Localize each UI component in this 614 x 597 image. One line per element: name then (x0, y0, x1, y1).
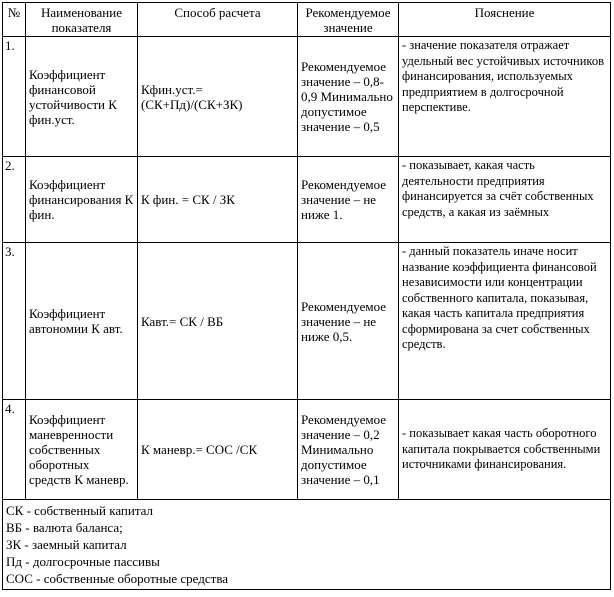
header-explanation: Пояснение (399, 3, 611, 37)
indicator-name: Коэффициент финансирования К фин. (26, 157, 138, 243)
row-num: 4. (3, 400, 26, 500)
header-num: № (3, 3, 26, 37)
table-row (3, 400, 611, 500)
explanation: - значение показателя отражает удельный вес устойчивых источников финансирования, используемых предприятием в долгосрочной перспективе. (399, 37, 611, 157)
calc-formula: Кфин.уст.=(СК+Пд)/(СК+ЗК) (138, 37, 298, 157)
indicator-name: Коэффициент маневренности собственных оборотных средств К маневр. (26, 400, 138, 500)
header-name: Наименование показателя (26, 3, 138, 37)
indicators-table (2, 2, 611, 590)
legend-item: ЗК - заемный капитал (6, 537, 127, 552)
legend-item: СОС - собственные оборотные средства (6, 571, 229, 586)
legend-item: Пд - долгосрочные пассивы (6, 554, 160, 569)
explanation: - показывает какая часть оборотного капитала покрывается собственными источниками финансирования. (399, 400, 611, 500)
calc-formula: К маневр.= СОС /СК (138, 400, 298, 500)
explanation: - данный показатель иначе носит название коэффициента финансовой независимости или концентрации собственного капитала, показывая, какая часть капитала предприятия сформирована за счет собственных средств. (399, 243, 611, 400)
row-num: 2. (3, 157, 26, 243)
row-num: 3. (3, 243, 26, 400)
recommended-value: Рекомендуемое значение – 0,8-0,9 Минимально допустимое значение – 0,5 (298, 37, 399, 157)
legend-item: СК - собственный капитал (6, 503, 154, 518)
calc-formula: Кавт.= СК / ВБ (138, 243, 298, 400)
legend (3, 500, 611, 590)
table-row (3, 37, 611, 157)
header-calc: Способ расчета (138, 3, 298, 37)
row-num: 1. (3, 37, 26, 157)
explanation: - показывает, какая часть деятельности предприятия финансируется за счёт собственных средств, а какая из заёмных (399, 157, 611, 243)
recommended-value: Рекомендуемое значение – 0,2 Минимально допустимое значение – 0,1 (298, 400, 399, 500)
legend-row (3, 500, 611, 590)
indicator-name: Коэффициент финансовой устойчивости К фин.уст. (26, 37, 138, 157)
header-recommended: Рекомендуемое значение (298, 3, 399, 37)
table-header-row (3, 3, 611, 37)
indicator-name: Коэффициент автономии К авт. (26, 243, 138, 400)
recommended-value: Рекомендуемое значение – не ниже 0,5. (298, 243, 399, 400)
recommended-value: Рекомендуемое значение – не ниже 1. (298, 157, 399, 243)
legend-item: ВБ - валюта баланса; (6, 520, 123, 535)
table-row (3, 243, 611, 400)
calc-formula: К фин. = СК / ЗК (138, 157, 298, 243)
table-row (3, 157, 611, 243)
